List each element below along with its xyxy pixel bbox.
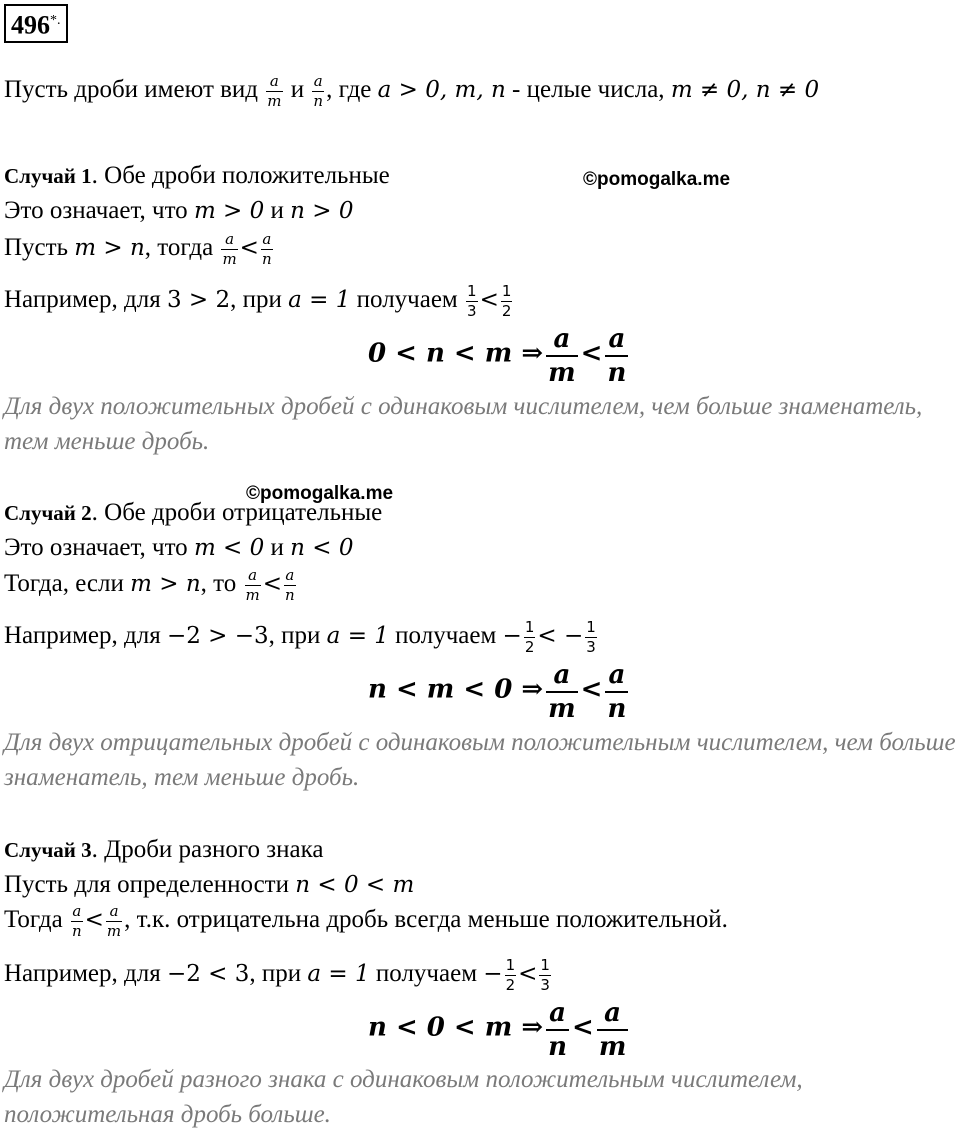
case3-line2: Тогда $\frac{a}{n}$ < $\frac{a}{m}$ , т.к. отрицательна дробь всегда меньше положительной. [4, 902, 728, 940]
case3-title: Случай 3. Дроби разного знака [4, 836, 324, 863]
case1-line2: Пусть m > n, тогда $\frac{a}{m}$ < $\frac{a}{n}$ [4, 230, 272, 268]
case3-line1: Пусть для определенности n < 0 < m [4, 871, 415, 898]
case3-line3: Например, для −2 < 3, при a = 1 получаем − $\frac{1}{2}$ < $\frac{1}{3}$ [4, 956, 550, 994]
case2-note: Для двух отрицательных дробей с одинаковым положительным числителем, чем больше знаменатель, тем меньше дробь. [4, 729, 956, 791]
case2-title: Случай 2. Обе дроби отрицательные [4, 499, 383, 526]
case1-formula: 0 < n < m ⇒ $\frac{a}{m}$ < $\frac{a}{n}$ [368, 324, 627, 388]
intro-line: Пусть дроби имеют вид $\frac{a}{m}$ и $\frac{a}{n}$ , где a > 0, m, n - целые числа, m ≠ 0, n ≠ 0 [4, 72, 820, 110]
case1-title: Случай 1. Обе дроби положительные [4, 162, 390, 189]
fraction: $\frac{a}{m}$ [267, 72, 282, 110]
case2-line3: Например, для −2 > −3, при a = 1 получаем − $\frac{1}{2}$ < − $\frac{1}{3}$ [4, 618, 596, 656]
case3-note: Для двух дробей разного знака с одинаковым положительным числителем, положительная дробь больше. [4, 1066, 803, 1128]
watermark: ©pomogalka.me [583, 169, 731, 190]
case3-formula: n < 0 < m ⇒ $\frac{a}{n}$ < $\frac{a}{m}$ [368, 998, 627, 1062]
case2-line1: Это означает, что m < 0 и n < 0 [4, 534, 354, 561]
watermark: ©pomogalka.me [246, 483, 394, 504]
problem-number: 496*. [4, 4, 68, 43]
fraction: $\frac{a}{n}$ [313, 72, 324, 110]
case2-line2: Тогда, если m > n, то $\frac{a}{m}$ < $\frac{a}{n}$ [4, 566, 295, 604]
case2-formula: n < m < 0 ⇒ $\frac{a}{m}$ < $\frac{a}{n}$ [368, 660, 627, 724]
case1-line1: Это означает, что m > 0 и n > 0 [4, 197, 354, 224]
case1-note: Для двух положительных дробей с одинаковым числителем, чем больше знаменатель, тем меньше дробь. [4, 393, 923, 455]
case1-line3: Например, для 3 > 2, при a = 1 получаем $\frac{1}{3}$ < $\frac{1}{2}$ [4, 282, 512, 320]
